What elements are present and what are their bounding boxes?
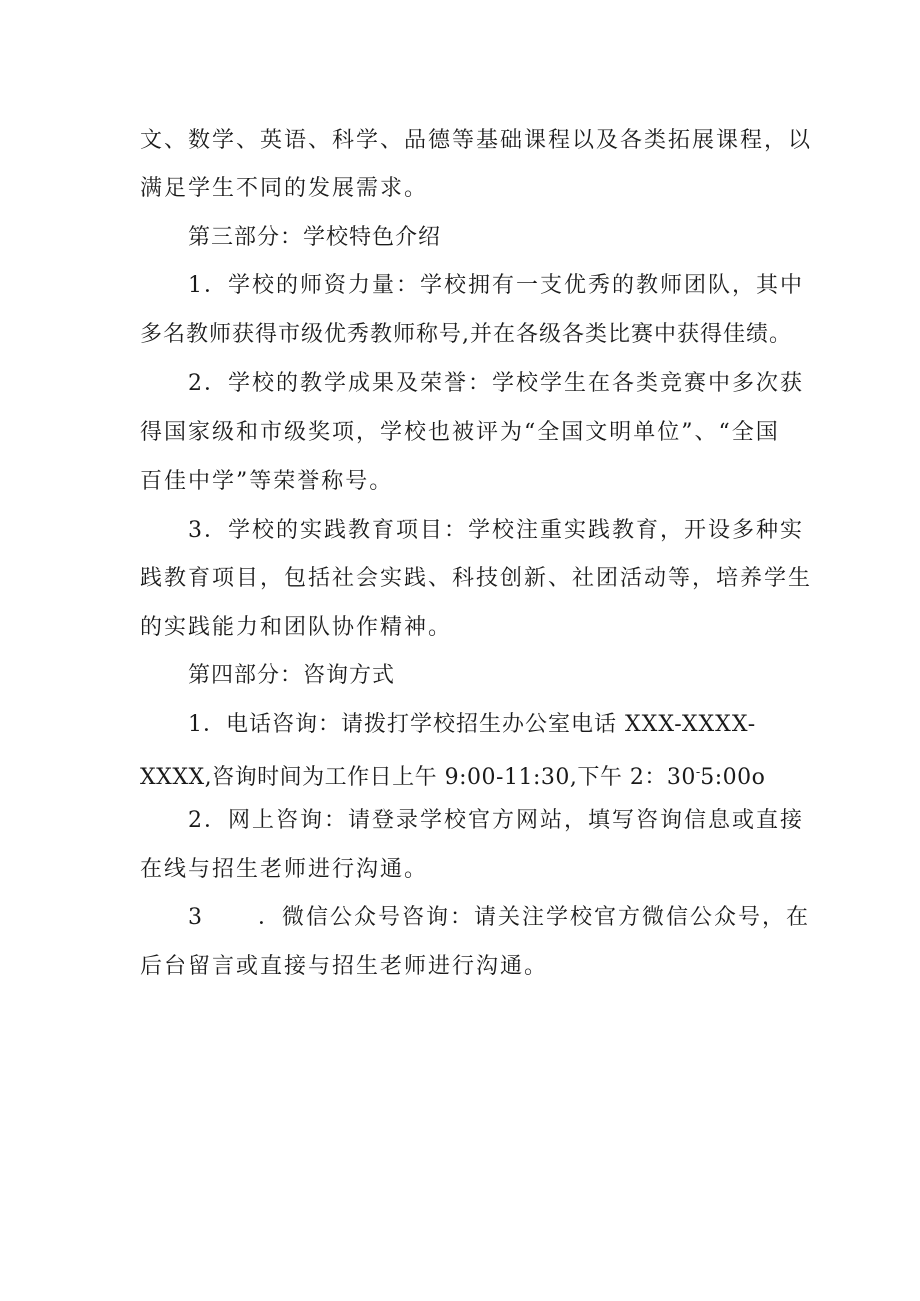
part3-item1-line-1: 1．学校的师资力量：学校拥有一支优秀的教师团队，其中 <box>188 273 804 298</box>
part4-item3-line-1: ．微信公众号咨询：请关注学校官方微信公众号，在 <box>258 905 811 930</box>
part4-item3-line-2: 后台留言或直接与招生老师进行沟通。 <box>140 954 549 979</box>
part3-item3-line-1: 3．学校的实践教育项目：学校注重实践教育，开设多种实 <box>188 518 804 543</box>
section-heading-part3: 第三部分：学校特色介绍 <box>188 225 442 250</box>
part4-item1-line-1: 1．电话咨询：请拨打学校招生办公室电话 XXX-XXXX- <box>188 712 757 737</box>
part4-item2-line-1: 2．网上咨询：请登录学校官方网站，填写咨询信息或直接 <box>188 808 804 833</box>
part3-item2-line-2: 得国家级和市级奖项，学校也被评为“全国文明单位”、“全国 <box>140 420 780 445</box>
part4-item3-number: 3 <box>188 905 204 930</box>
part4-item2-line-2: 在线与招生老师进行沟通。 <box>140 857 429 882</box>
part3-item3-line-3: 的实践能力和团队协作精神。 <box>140 615 453 640</box>
part3-item3-line-2: 践教育项目，包括社会实践、科技创新、社团活动等，培养学生 <box>140 566 813 591</box>
part4-item1-line-2 <box>140 758 765 793</box>
part4-item1-line-2-main: XXXX,咨询时间为工作日上午 9:00-11:30,下午 2：30 <box>140 765 696 790</box>
part3-item2-line-3: 百佳中学”等荣誉称号。 <box>140 469 394 494</box>
part3-item1-line-2: 多名教师获得市级优秀教师称号,并在各级各类比赛中获得佳绩。 <box>140 322 792 347</box>
intro-line-1: 文、数学、英语、科学、品德等基础课程以及各类拓展课程，以 <box>140 128 813 153</box>
section-heading-part4: 第四部分：咨询方式 <box>188 663 396 688</box>
time-range-dash: - <box>695 765 701 780</box>
part3-item2-line-1: 2．学校的教学成果及荣誉：学校学生在各类竞赛中多次获 <box>188 371 804 396</box>
part4-item1-line-2-end: 5:00o <box>700 765 766 790</box>
intro-line-2: 满足学生不同的发展需求。 <box>140 176 429 201</box>
